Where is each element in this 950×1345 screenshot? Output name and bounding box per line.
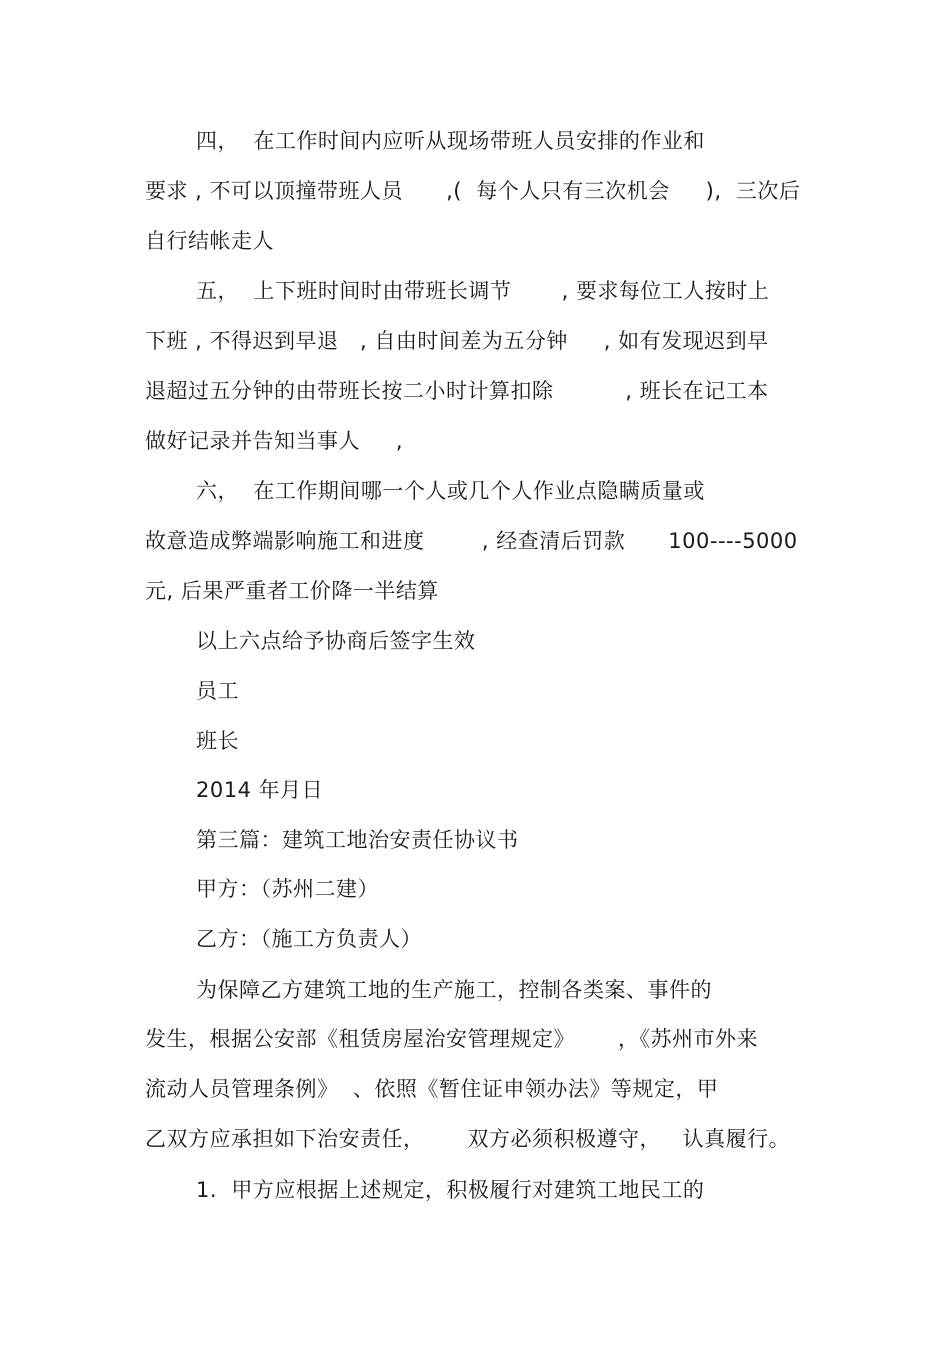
text-line-6: 退超过五分钟的由带班长按二小时计算扣除 , 班长在记工本 <box>145 379 769 403</box>
text-line-14: 2014 年月日 <box>196 778 324 802</box>
text-line-7: 做好记录并告知当事人 , <box>145 429 404 453</box>
text-line-4: 五， 上下班时间时由带班长调节 , 要求每位工人按时上 <box>196 279 770 303</box>
text-line-13: 班长 <box>196 729 239 753</box>
text-line-3: 自行结帐走人 <box>145 229 274 253</box>
text-line-17: 乙方：（施工方负责人） <box>196 927 422 951</box>
text-line-16: 甲方：（苏州二建） <box>196 877 379 901</box>
text-line-21: 乙双方应承担如下治安责任， 双方必须积极遵守， 认真履行。 <box>145 1127 791 1151</box>
text-line-19: 发生，根据公安部《租赁房屋治安管理规定》 ，《苏州市外来 <box>145 1027 759 1051</box>
text-line-2: 要求 , 不可以顶撞带班人员 ,( 每个人只有三次机会 ), 三次后 <box>145 179 801 203</box>
text-line-22: 1. 甲方应根据上述规定，积极履行对建筑工地民工的 <box>196 1178 705 1202</box>
text-line-11: 以上六点给予协商后签字生效 <box>196 629 476 653</box>
text-line-20: 流动人员管理条例》 、依照《暂住证申领办法》等规定，甲 <box>145 1077 719 1101</box>
text-line-9: 故意造成弊端影响施工和进度 , 经查清后罚款 100----5000 <box>145 529 798 553</box>
text-line-15: 第三篇：建筑工地治安责任协议书 <box>196 828 519 852</box>
text-line-5: 下班 , 不得迟到早退 , 自由时间差为五分钟 , 如有发现迟到早 <box>145 329 769 353</box>
text-line-8: 六， 在工作期间哪一个人或几个人作业点隐瞒质量或 <box>196 479 705 503</box>
text-line-12: 员工 <box>196 679 239 703</box>
text-line-1: 四， 在工作时间内应听从现场带班人员安排的作业和 <box>196 129 705 153</box>
text-line-10: 元, 后果严重者工价降一半结算 <box>145 579 439 603</box>
text-line-18: 为保障乙方建筑工地的生产施工，控制各类案、事件的 <box>196 978 712 1002</box>
